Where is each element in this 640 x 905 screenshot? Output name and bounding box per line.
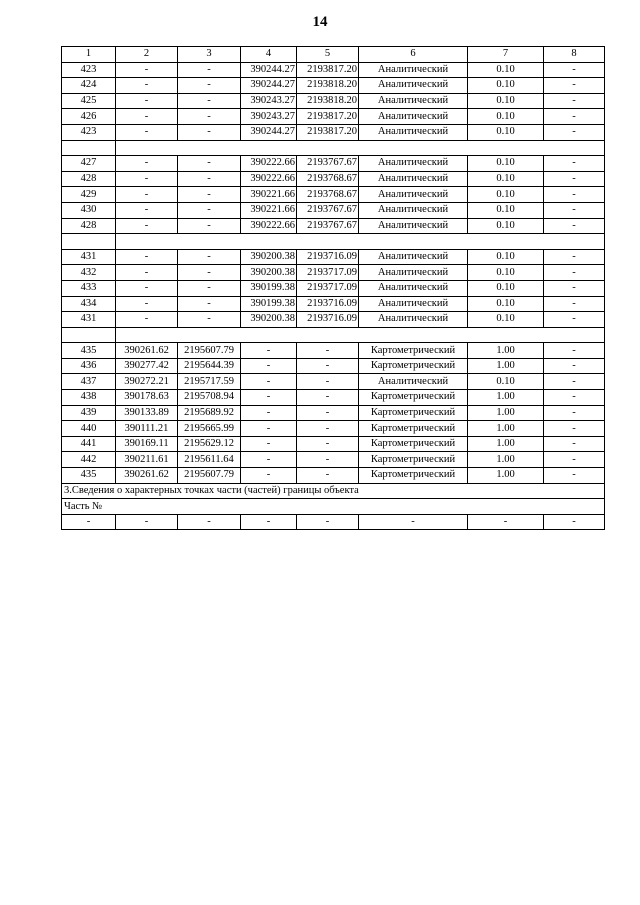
table-cell: 2193716.09 xyxy=(297,249,359,265)
table-cell: 390243.27 xyxy=(241,109,297,125)
table-cell: 2193768.67 xyxy=(297,187,359,203)
table-cell: - xyxy=(116,156,178,172)
table-cell: Картометрический xyxy=(359,468,468,484)
table-cell: - xyxy=(241,405,297,421)
table-cell: - xyxy=(178,218,241,234)
blank-row xyxy=(62,234,605,250)
header-cell: 7 xyxy=(468,47,544,63)
table-cell: 0.10 xyxy=(468,218,544,234)
table-cell: - xyxy=(241,436,297,452)
table-cell: - xyxy=(178,78,241,94)
table-cell: 0.10 xyxy=(468,62,544,78)
table-cell: - xyxy=(297,390,359,406)
table-cell: - xyxy=(178,109,241,125)
table-cell: 434 xyxy=(62,296,116,312)
table-cell: - xyxy=(241,390,297,406)
blank-row xyxy=(62,327,605,343)
header-cell: 8 xyxy=(544,47,605,63)
table-cell: 425 xyxy=(62,93,116,109)
table-cell: 0.10 xyxy=(468,93,544,109)
table-cell: 2193817.20 xyxy=(297,124,359,140)
table-cell: - xyxy=(544,171,605,187)
table-cell: - xyxy=(178,249,241,265)
table-cell: 1.00 xyxy=(468,343,544,359)
table-cell: 2193817.20 xyxy=(297,109,359,125)
table-cell: 390243.27 xyxy=(241,93,297,109)
table-cell: - xyxy=(178,312,241,328)
table-cell: - xyxy=(116,78,178,94)
table-cell: 390244.27 xyxy=(241,124,297,140)
table-cell: 429 xyxy=(62,187,116,203)
table-cell: - xyxy=(116,249,178,265)
table-cell: 390222.66 xyxy=(241,156,297,172)
table-cell: 2193717.09 xyxy=(297,280,359,296)
table-row xyxy=(62,156,605,172)
table-cell: - xyxy=(544,93,605,109)
table-cell: - xyxy=(116,218,178,234)
table-row xyxy=(62,265,605,281)
table-cell: 2193767.67 xyxy=(297,202,359,218)
table-row xyxy=(62,78,605,94)
table-cell: - xyxy=(297,405,359,421)
final-row xyxy=(62,514,605,530)
table-row xyxy=(62,93,605,109)
header-row xyxy=(62,47,605,63)
header-cell: 4 xyxy=(241,47,297,63)
table-cell: 390222.66 xyxy=(241,218,297,234)
table-row xyxy=(62,62,605,78)
table-cell: - xyxy=(544,468,605,484)
table-cell: 2195717.59 xyxy=(178,374,241,390)
table-cell: 2193818.20 xyxy=(297,78,359,94)
table-cell: 431 xyxy=(62,249,116,265)
table-cell: - xyxy=(241,452,297,468)
table-cell: - xyxy=(544,312,605,328)
table-cell: 427 xyxy=(62,156,116,172)
table-cell: 1.00 xyxy=(468,452,544,468)
table-cell: - xyxy=(468,514,544,530)
table-cell: - xyxy=(359,514,468,530)
table-cell: - xyxy=(297,374,359,390)
section-title: 3.Сведения о характерных точках части (частей) границы объекта xyxy=(62,483,605,499)
table-cell: 428 xyxy=(62,171,116,187)
table-cell: 0.10 xyxy=(468,124,544,140)
table-cell: - xyxy=(544,514,605,530)
table-cell: - xyxy=(178,124,241,140)
table-cell: - xyxy=(544,296,605,312)
table-cell: - xyxy=(178,171,241,187)
table-cell: - xyxy=(116,514,178,530)
table-cell: - xyxy=(544,358,605,374)
table-cell: Картометрический xyxy=(359,421,468,437)
table-cell: - xyxy=(297,514,359,530)
part-label: Часть № xyxy=(62,499,605,515)
table-cell: - xyxy=(544,280,605,296)
table-cell: 440 xyxy=(62,421,116,437)
section-row xyxy=(62,483,605,499)
table-row xyxy=(62,436,605,452)
table-cell: 390221.66 xyxy=(241,187,297,203)
table-cell: Аналитический xyxy=(359,265,468,281)
table-cell: - xyxy=(178,514,241,530)
table-cell: 428 xyxy=(62,218,116,234)
table-cell: 0.10 xyxy=(468,312,544,328)
table-cell: - xyxy=(544,452,605,468)
table-cell: - xyxy=(544,343,605,359)
table-cell: - xyxy=(178,265,241,281)
table-cell: - xyxy=(241,514,297,530)
table-cell: - xyxy=(116,202,178,218)
table-row xyxy=(62,187,605,203)
table-cell: Картометрический xyxy=(359,436,468,452)
table-cell: Картометрический xyxy=(359,343,468,359)
table-cell: 2193767.67 xyxy=(297,156,359,172)
table-cell: 426 xyxy=(62,109,116,125)
table-cell: - xyxy=(297,421,359,437)
table-cell: - xyxy=(178,93,241,109)
table-cell: Аналитический xyxy=(359,280,468,296)
table-cell: - xyxy=(178,202,241,218)
table-cell: Картометрический xyxy=(359,358,468,374)
table-cell: 0.10 xyxy=(468,374,544,390)
table-cell: - xyxy=(116,109,178,125)
header-cell: 5 xyxy=(297,47,359,63)
table-cell: 432 xyxy=(62,265,116,281)
table-cell: 1.00 xyxy=(468,390,544,406)
table-cell: - xyxy=(544,109,605,125)
table-row xyxy=(62,452,605,468)
table-cell: - xyxy=(116,124,178,140)
table-cell: 390200.38 xyxy=(241,265,297,281)
table-cell: - xyxy=(178,187,241,203)
table-cell: 390111.21 xyxy=(116,421,178,437)
table-cell: - xyxy=(544,405,605,421)
table-cell: - xyxy=(297,468,359,484)
table-row xyxy=(62,280,605,296)
table-cell: 2193817.20 xyxy=(297,62,359,78)
table-row xyxy=(62,374,605,390)
table-cell: - xyxy=(116,296,178,312)
blank-cell xyxy=(116,327,605,343)
table-cell: 0.10 xyxy=(468,296,544,312)
table-cell: Аналитический xyxy=(359,78,468,94)
table-cell: 390221.66 xyxy=(241,202,297,218)
page-number: 14 xyxy=(312,14,328,30)
table-cell: Аналитический xyxy=(359,109,468,125)
table-cell: 0.10 xyxy=(468,187,544,203)
table-cell: 2193717.09 xyxy=(297,265,359,281)
header-cell: 3 xyxy=(178,47,241,63)
table-cell: - xyxy=(116,265,178,281)
table-cell: - xyxy=(544,421,605,437)
table-row xyxy=(62,312,605,328)
table-cell: - xyxy=(116,312,178,328)
table-cell: 2195689.92 xyxy=(178,405,241,421)
table-cell: 390178.63 xyxy=(116,390,178,406)
header-cell: 2 xyxy=(116,47,178,63)
table-cell: - xyxy=(178,156,241,172)
header-cell: 6 xyxy=(359,47,468,63)
table-cell: - xyxy=(544,218,605,234)
table-cell: 0.10 xyxy=(468,156,544,172)
table-cell: - xyxy=(116,187,178,203)
table-row xyxy=(62,218,605,234)
table-cell: 390272.21 xyxy=(116,374,178,390)
table-cell: 390133.89 xyxy=(116,405,178,421)
table-cell: 390244.27 xyxy=(241,62,297,78)
table-cell: - xyxy=(544,124,605,140)
table-cell: Картометрический xyxy=(359,390,468,406)
table-cell: - xyxy=(241,358,297,374)
table-cell: 390211.61 xyxy=(116,452,178,468)
table-cell: 2195607.79 xyxy=(178,343,241,359)
table-cell: Картометрический xyxy=(359,405,468,421)
table-cell: 438 xyxy=(62,390,116,406)
table-cell: 390261.62 xyxy=(116,468,178,484)
table-cell: 390199.38 xyxy=(241,280,297,296)
table-row xyxy=(62,405,605,421)
table-cell: 0.10 xyxy=(468,249,544,265)
table-cell: 1.00 xyxy=(468,405,544,421)
table-cell: - xyxy=(116,62,178,78)
table-cell: 436 xyxy=(62,358,116,374)
table-cell: 2195607.79 xyxy=(178,468,241,484)
table-row xyxy=(62,390,605,406)
table-cell: 390200.38 xyxy=(241,249,297,265)
table-cell: 2193716.09 xyxy=(297,312,359,328)
table-cell: - xyxy=(62,514,116,530)
table-cell: Аналитический xyxy=(359,218,468,234)
blank-cell xyxy=(62,327,116,343)
table-cell: - xyxy=(241,468,297,484)
table-cell: 2195665.99 xyxy=(178,421,241,437)
table-cell: 390169.11 xyxy=(116,436,178,452)
table-cell: 2195611.64 xyxy=(178,452,241,468)
table-cell: - xyxy=(544,187,605,203)
table-cell: 1.00 xyxy=(468,468,544,484)
table-cell: 435 xyxy=(62,343,116,359)
table-cell: Аналитический xyxy=(359,93,468,109)
table-row xyxy=(62,296,605,312)
table-row xyxy=(62,343,605,359)
table-cell: 0.10 xyxy=(468,280,544,296)
table-cell: - xyxy=(544,390,605,406)
table-cell: 390200.38 xyxy=(241,312,297,328)
table-cell: 435 xyxy=(62,468,116,484)
table-cell: 390199.38 xyxy=(241,296,297,312)
table-cell: 390261.62 xyxy=(116,343,178,359)
table-cell: 1.00 xyxy=(468,436,544,452)
table-cell: - xyxy=(297,343,359,359)
table-cell: - xyxy=(241,343,297,359)
table-cell: 0.10 xyxy=(468,265,544,281)
table-cell: 0.10 xyxy=(468,171,544,187)
table-cell: Аналитический xyxy=(359,374,468,390)
table-cell: - xyxy=(178,280,241,296)
header-cell: 1 xyxy=(62,47,116,63)
table-body xyxy=(62,47,605,530)
table-row xyxy=(62,202,605,218)
table-cell: - xyxy=(241,374,297,390)
table-cell: - xyxy=(544,78,605,94)
table-cell: Аналитический xyxy=(359,62,468,78)
table-cell: 441 xyxy=(62,436,116,452)
table-cell: 423 xyxy=(62,62,116,78)
table-cell: - xyxy=(178,296,241,312)
table-row xyxy=(62,421,605,437)
table-cell: Аналитический xyxy=(359,202,468,218)
table-cell: - xyxy=(241,421,297,437)
table-row xyxy=(62,171,605,187)
table-cell: Аналитический xyxy=(359,124,468,140)
table-cell: Аналитический xyxy=(359,312,468,328)
table-cell: - xyxy=(297,436,359,452)
part-row xyxy=(62,499,605,515)
table-cell: - xyxy=(544,202,605,218)
table-cell: 2193768.67 xyxy=(297,171,359,187)
table-cell: - xyxy=(544,62,605,78)
blank-cell xyxy=(62,234,116,250)
table-cell: 2195644.39 xyxy=(178,358,241,374)
table-cell: 423 xyxy=(62,124,116,140)
table-cell: Аналитический xyxy=(359,187,468,203)
table-cell: - xyxy=(178,62,241,78)
table-row xyxy=(62,358,605,374)
table-cell: - xyxy=(544,156,605,172)
table-cell: 0.10 xyxy=(468,109,544,125)
blank-row xyxy=(62,140,605,156)
blank-cell xyxy=(62,140,116,156)
table-cell: Аналитический xyxy=(359,156,468,172)
table-row xyxy=(62,109,605,125)
table-cell: - xyxy=(544,436,605,452)
table-cell: - xyxy=(116,171,178,187)
table-cell: 430 xyxy=(62,202,116,218)
table-cell: 442 xyxy=(62,452,116,468)
table-cell: Картометрический xyxy=(359,452,468,468)
table-cell: 2193716.09 xyxy=(297,296,359,312)
table-cell: 439 xyxy=(62,405,116,421)
table-cell: 390222.66 xyxy=(241,171,297,187)
table-row xyxy=(62,124,605,140)
table-cell: 2193818.20 xyxy=(297,93,359,109)
table-cell: 1.00 xyxy=(468,421,544,437)
table-cell: Аналитический xyxy=(359,171,468,187)
table-cell: 437 xyxy=(62,374,116,390)
table-cell: 433 xyxy=(62,280,116,296)
coordinates-table xyxy=(61,46,605,530)
table-cell: 0.10 xyxy=(468,202,544,218)
table-cell: - xyxy=(544,265,605,281)
table-cell: - xyxy=(544,374,605,390)
table-cell: - xyxy=(116,93,178,109)
table-cell: Аналитический xyxy=(359,296,468,312)
table-cell: 2195629.12 xyxy=(178,436,241,452)
table-cell: 0.10 xyxy=(468,78,544,94)
table-cell: Аналитический xyxy=(359,249,468,265)
table-row xyxy=(62,249,605,265)
table-cell: - xyxy=(116,280,178,296)
blank-cell xyxy=(116,140,605,156)
table-cell: 390277.42 xyxy=(116,358,178,374)
table-cell: - xyxy=(297,358,359,374)
table-cell: 2195708.94 xyxy=(178,390,241,406)
table-cell: 431 xyxy=(62,312,116,328)
table-cell: 1.00 xyxy=(468,358,544,374)
blank-cell xyxy=(116,234,605,250)
table-cell: - xyxy=(544,249,605,265)
table-row xyxy=(62,468,605,484)
table-cell: 424 xyxy=(62,78,116,94)
table-cell: - xyxy=(297,452,359,468)
table-cell: 390244.27 xyxy=(241,78,297,94)
table-cell: 2193767.67 xyxy=(297,218,359,234)
